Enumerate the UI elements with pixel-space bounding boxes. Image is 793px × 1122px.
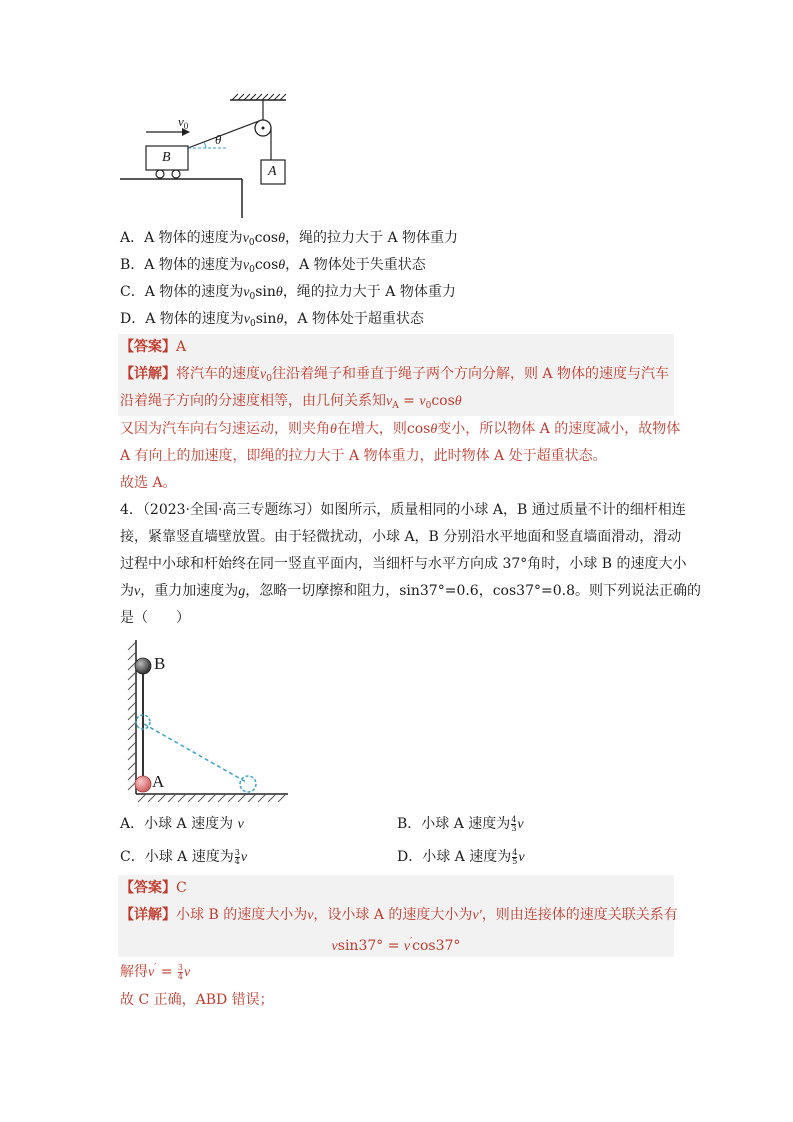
q3-detail-4: A 有向上的加速度，即绳的拉力大于 A 物体重力，此时物体 A 处于超重状态。 bbox=[120, 448, 607, 464]
q4-final: 故 C 正确，ABD 错误； bbox=[120, 992, 274, 1008]
theta-label: θ bbox=[215, 132, 222, 147]
q4-option-a[interactable]: A．小球 A 速度为 v bbox=[120, 816, 244, 832]
q4-option-d[interactable]: D．小球 A 速度为 $\frac{4}{5}$ v bbox=[397, 847, 525, 866]
q4-stem-3: 过程中小球和杆始终在同一竖直平面内，当细杆与水平方向成 37°角时，小球 B 的速度大小 bbox=[120, 556, 687, 572]
q3-option-a[interactable]: A．A 物体的速度为$v_0\cos\theta$，绳的拉力大于 A 物体重力 bbox=[120, 230, 459, 248]
q4-option-b[interactable]: B．小球 A 速度为 $\frac{4}{3}$ v bbox=[397, 814, 524, 833]
q4-solve: 解得v′ = $\frac{3}{4}$ v bbox=[120, 962, 191, 981]
ball-a-label: A bbox=[152, 772, 165, 791]
q4-stem-5: 是（ ） bbox=[120, 610, 190, 626]
block-a-label: A bbox=[268, 164, 277, 179]
q3-option-d[interactable]: D．A 物体的速度为$v_0\sin\theta$，A 物体处于超重状态 bbox=[120, 311, 424, 329]
q4-answer: 【答案】C bbox=[120, 880, 187, 896]
figure-car-pulley bbox=[118, 90, 298, 220]
q3-detail-2: 沿着绳子方向的分速度相等，由几何关系知$v_A = v_0\cos\theta$ bbox=[120, 393, 462, 411]
q4-option-c[interactable]: C．小球 A 速度为 $\frac{3}{4}$ v bbox=[120, 847, 248, 866]
v0-label: $v_0$ bbox=[178, 114, 189, 131]
q3-answer: 【答案】A bbox=[120, 339, 187, 355]
q3-detail-1: 【详解】将汽车的速度$v_0$往沿着绳子和垂直于绳子两个方向分解，则 A 物体的速度与汽车 bbox=[120, 366, 669, 384]
q3-option-c[interactable]: C．A 物体的速度为$v_0\sin\theta$，绳的拉力大于 A 物体重力 bbox=[120, 284, 456, 302]
q4-stem-1: 4．（2023·全国·高三专题练习）如图所示，质量相同的小球 A，B 通过质量不计的细杆相连 bbox=[120, 502, 686, 518]
q3-detail-3: 又因为汽车向右匀速运动，则夹角θ在增大，则cosθ变小，所以物体 A 的速度减小，故物体 bbox=[120, 421, 681, 437]
car-b-label: B bbox=[162, 150, 171, 165]
q3-conclusion: 故选 A。 bbox=[120, 475, 177, 491]
q4-detail-1: 【详解】小球 B 的速度大小为v，设小球 A 的速度大小为v′，则由连接体的速度关联关系有 bbox=[120, 907, 678, 923]
q4-equation: vsin37° = v′cos37° bbox=[331, 937, 461, 954]
ball-b-label: B bbox=[154, 654, 166, 673]
q4-stem-2: 接，紧靠竖直墙壁放置。由于轻微扰动，小球 A，B 分别沿水平地面和竖直墙面滑动，滑动 bbox=[120, 529, 682, 545]
q4-stem-4: 为v，重力加速度为g，忽略一切摩擦和阻力，sin37°=0.6，cos37°=0.8。则下列说法正确的 bbox=[120, 583, 701, 599]
figure-rod-wall bbox=[122, 636, 292, 802]
q3-option-b[interactable]: B．A 物体的速度为$v_0\cos\theta$，A 物体处于失重状态 bbox=[120, 257, 426, 275]
